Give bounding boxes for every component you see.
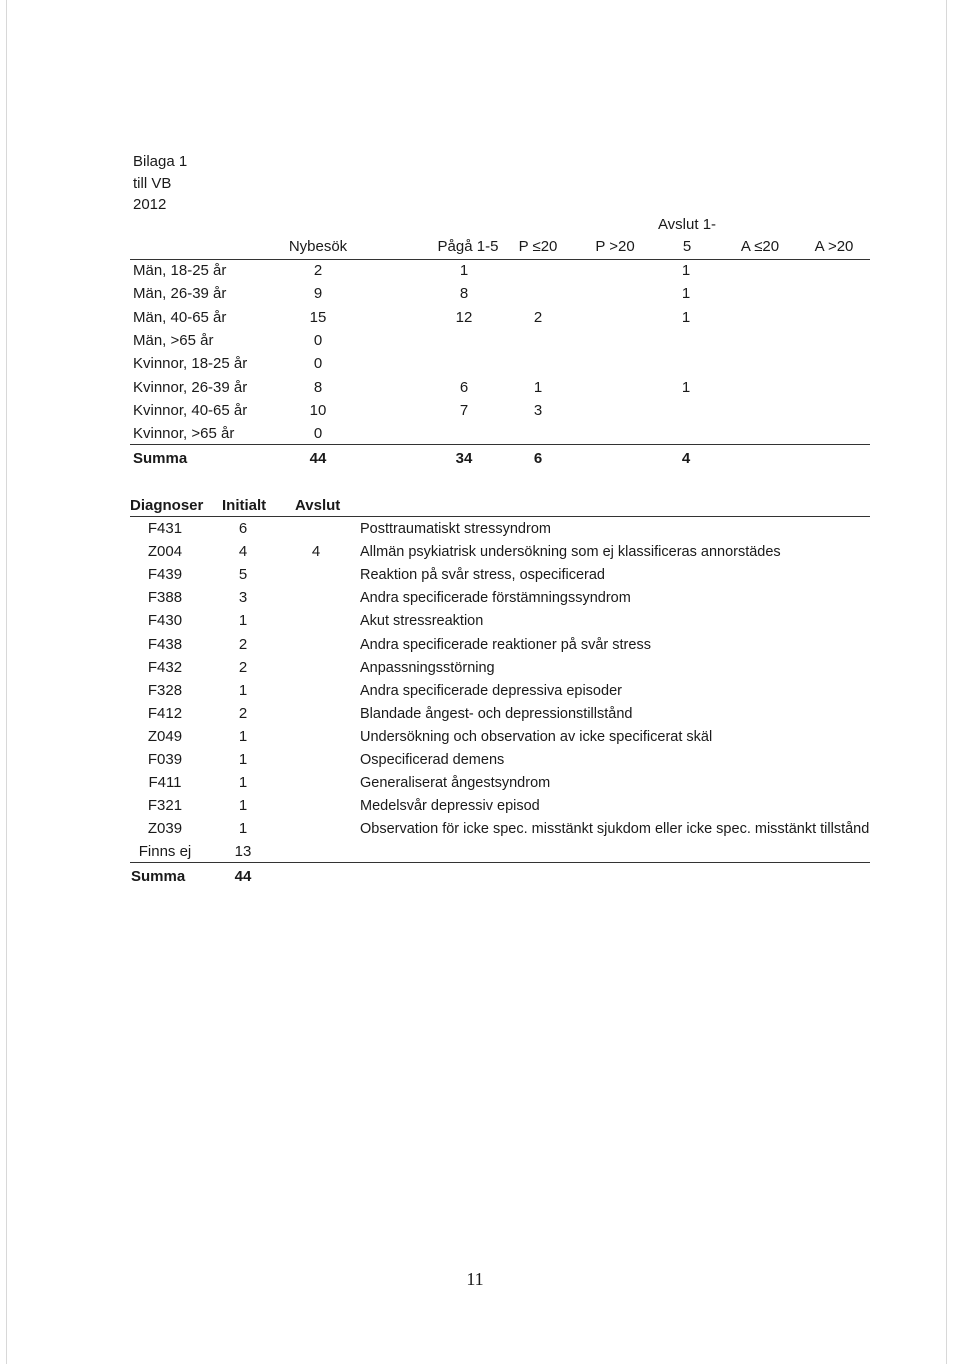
diag-code: F431 [147,520,183,537]
diag-description: Anpassningsstörning [360,660,495,676]
diag-initialt: 1 [238,612,248,629]
diag-header-rule [130,516,870,517]
diag-summa-rule [130,862,870,863]
diag-code: F432 [147,659,183,676]
diag-header-initialt: Initialt [222,497,267,514]
col-header-paga: Pågå 1-5 [437,238,499,255]
visits-cell-paga: 6 [459,379,469,396]
diag-code: F438 [147,636,183,653]
diag-header-avslut: Avslut [295,497,341,514]
visits-cell-paga: 7 [459,402,469,419]
visits-summa-nybesok: 44 [309,450,327,467]
diag-initialt: 3 [238,589,248,606]
visits-row-label: Kvinnor, 18-25 år [133,355,248,372]
visits-row-label: Män, 18-25 år [133,262,227,279]
visits-cell-nybesok: 10 [309,402,327,419]
diag-description: Allmän psykiatrisk undersökning som ej klassificeras annorstädes [360,544,781,560]
header-line-1: Bilaga 1 [133,153,188,170]
diag-initialt: 1 [238,820,248,837]
visits-cell-nybesok: 0 [313,425,323,442]
visits-summa-rule [130,444,870,445]
diag-avslut: 4 [311,543,321,560]
diag-initialt: 1 [238,774,248,791]
visits-cell-nybesok: 0 [313,332,323,349]
diag-description: Medelsvår depressiv episod [360,798,540,814]
col-header-nybesok: Nybesök [288,238,348,255]
col-header-p-gt20: P >20 [595,238,635,255]
diag-description: Andra specificerade förstämningssyndrom [360,590,631,606]
diag-initialt: 2 [238,659,248,676]
diag-description: Blandade ångest- och depressionstillstånd [360,706,633,722]
diag-code: F411 [148,774,182,791]
visits-summa-label: Summa [133,450,188,467]
diag-code: Finns ej [138,843,192,860]
visits-row-label: Kvinnor, >65 år [133,425,235,442]
visits-cell-avslut: 1 [681,379,691,396]
scan-edge-left [6,0,7,1364]
visits-cell-nybesok: 0 [313,355,323,372]
visits-row-label: Män, 40-65 år [133,309,227,326]
diag-code: F412 [147,705,183,722]
diag-description: Undersökning och observation av icke specificerat skäl [360,729,713,745]
visits-cell-nybesok: 15 [309,309,327,326]
visits-cell-nybesok: 8 [313,379,323,396]
visits-cell-avslut: 1 [681,262,691,279]
diag-code: F439 [147,566,183,583]
visits-row-label: Män, 26-39 år [133,285,227,302]
col-header-avslut-line2: 5 [682,238,692,255]
diag-code: F430 [147,612,183,629]
diag-initialt: 1 [238,728,248,745]
visits-row-label: Män, >65 år [133,332,214,349]
diag-description: Andra specificerade reaktioner på svår stress [360,637,651,653]
visits-row-label: Kvinnor, 26-39 år [133,379,248,396]
visits-cell-p-le20: 3 [533,402,543,419]
diag-code: Z039 [147,820,183,837]
diag-summa-label: Summa [131,868,186,885]
visits-cell-nybesok: 9 [313,285,323,302]
diag-description: Observation för icke spec. misstänkt sjukdom eller icke spec. misstänkt tillstånd [360,821,870,837]
visits-cell-p-le20: 1 [533,379,543,396]
diag-code: Z049 [147,728,183,745]
diag-header-diagnoser: Diagnoser [130,497,204,514]
diag-initialt: 1 [238,797,248,814]
diag-code: F388 [147,589,183,606]
visits-header-rule [130,259,870,260]
diag-initialt: 2 [238,636,248,653]
visits-cell-paga: 12 [455,309,473,326]
diag-code: F321 [147,797,183,814]
visits-cell-paga: 8 [459,285,469,302]
col-header-avslut-line1: Avslut 1- [657,216,717,233]
visits-cell-avslut: 1 [681,309,691,326]
diag-description: Generaliserat ångestsyndrom [360,775,551,791]
visits-row-label: Kvinnor, 40-65 år [133,402,248,419]
col-header-p-le20: P ≤20 [518,238,558,255]
header-line-3: 2012 [133,196,167,213]
visits-cell-avslut: 1 [681,285,691,302]
diag-summa-initialt: 44 [234,868,252,885]
scan-edge-right [946,0,947,1364]
diag-description: Ospecificerad demens [360,752,505,768]
visits-summa-avslut: 4 [681,450,691,467]
diag-initialt: 6 [238,520,248,537]
diag-code: F328 [147,682,183,699]
diag-initialt: 2 [238,705,248,722]
page-number: 11 [466,1269,484,1289]
visits-cell-nybesok: 2 [313,262,323,279]
col-header-a-le20: A ≤20 [740,238,780,255]
diag-initialt: 4 [238,543,248,560]
visits-cell-p-le20: 2 [533,309,543,326]
diag-code: F039 [147,751,183,768]
visits-summa-paga: 34 [455,450,473,467]
diag-initialt: 5 [238,566,248,583]
diag-description: Andra specificerade depressiva episoder [360,683,622,699]
diag-initialt: 13 [234,843,252,860]
visits-summa-p-le20: 6 [533,450,543,467]
header-line-2: till VB [133,175,172,192]
diag-description: Reaktion på svår stress, ospecificerad [360,567,605,583]
diag-description: Posttraumatiskt stressyndrom [360,521,551,537]
diag-description: Akut stressreaktion [360,613,484,629]
col-header-a-gt20: A >20 [814,238,854,255]
diag-initialt: 1 [238,751,248,768]
visits-cell-paga: 1 [459,262,469,279]
diag-initialt: 1 [238,682,248,699]
diag-code: Z004 [147,543,183,560]
